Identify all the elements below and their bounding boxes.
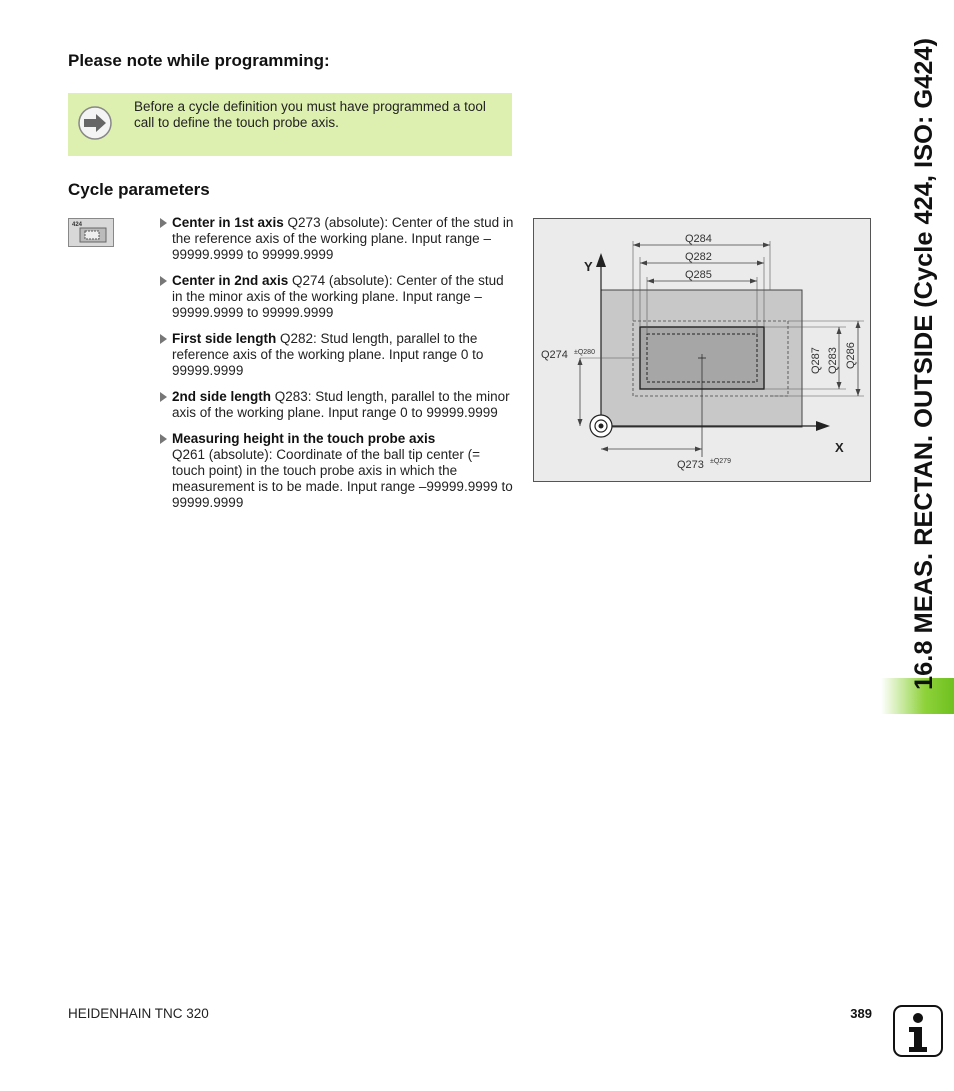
q283-label: Q283	[827, 347, 839, 374]
cycle-424-softkey-icon	[68, 218, 114, 247]
bullet-triangle-icon	[160, 392, 167, 402]
note-heading: Please note while programming:	[68, 51, 330, 70]
footer-product: HEIDENHAIN TNC 320	[68, 1006, 209, 1021]
q287-label: Q287	[810, 347, 822, 374]
q284-label: Q284	[685, 233, 712, 245]
chapter-title	[873, 20, 954, 700]
parameter-list	[158, 215, 514, 521]
q274-label: Q274	[541, 349, 568, 361]
chapter-title-text: 16.8 MEAS. RECTAN. OUTSIDE (Cycle 424, ISO: G424)	[910, 48, 938, 690]
bullet-triangle-icon	[160, 218, 167, 228]
y-axis-label: Y	[584, 259, 593, 274]
q285-label: Q285	[685, 269, 712, 281]
q273-label: Q273	[677, 459, 704, 471]
cycle-number-label: 424	[72, 222, 83, 228]
arrow-right-icon	[78, 106, 112, 140]
q279-label: ±Q279	[710, 458, 731, 465]
x-axis-label: X	[835, 440, 844, 455]
param-measuring-height: Measuring height in the touch probe axis Q261 (absolute): Coordinate of the ball tip center (= touch point) in the touch probe axis in which the measurement is to be made. Input range –99999.9999 to 99999.9999	[158, 431, 514, 511]
page-number: 389	[850, 1006, 872, 1021]
q286-label: Q286	[845, 342, 857, 369]
note-box	[68, 93, 512, 156]
param-2nd-side-length: 2nd side length Q283: Stud length, parallel to the minor axis of the working plane. Input range 0 to 99999.9999	[158, 389, 514, 421]
bullet-triangle-icon	[160, 334, 167, 344]
q282-label: Q282	[685, 251, 712, 263]
info-icon	[893, 1005, 943, 1057]
note-text: Before a cycle definition you must have programmed a tool call to define the touch probe axis.	[134, 99, 486, 130]
param-first-side-length: First side length Q282: Stud length, parallel to the reference axis of the working plane. Input range 0 to 99999.9999	[158, 331, 514, 379]
bullet-triangle-icon	[160, 276, 167, 286]
cycle-diagram	[533, 218, 871, 482]
param-center-2nd-axis: Center in 2nd axis Q274 (absolute): Center of the stud in the minor axis of the working plane. Input range –99999.9999 to 99999.9999	[158, 273, 514, 321]
bullet-triangle-icon	[160, 434, 167, 444]
cycle-params-heading: Cycle parameters	[68, 180, 210, 199]
q280-label: ±Q280	[574, 349, 595, 356]
param-center-1st-axis: Center in 1st axis Q273 (absolute): Center of the stud in the reference axis of the working plane. Input range –99999.9999 to 99999.9999	[158, 215, 514, 263]
